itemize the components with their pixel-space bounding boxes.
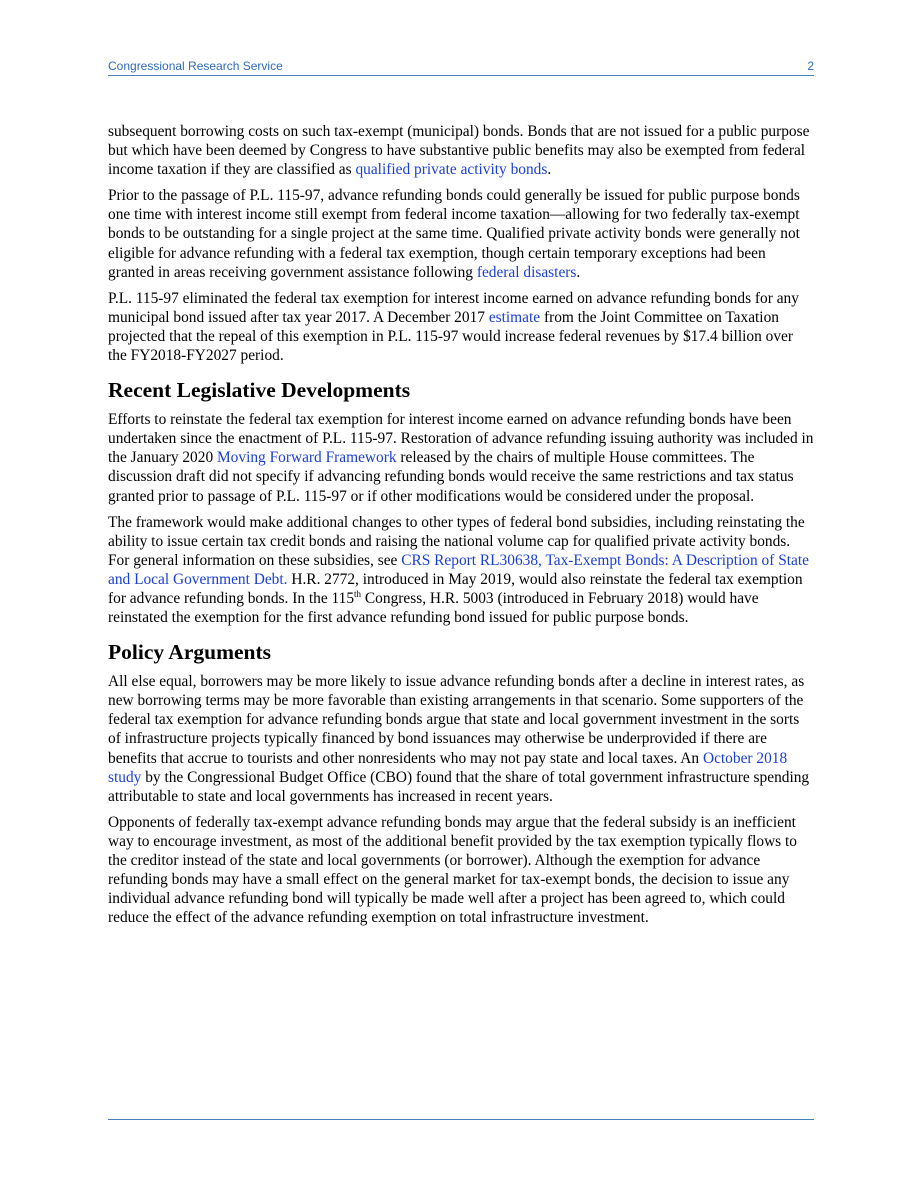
paragraph-text: P.L. 115-97 eliminated the federal tax exemption for interest income earned on advance refunding bonds for any municipal bond issued after tax year 2017. A December 2017 [108, 289, 799, 326]
link-federal-disasters[interactable]: federal disasters [476, 263, 577, 281]
paragraph-1 [108, 122, 814, 179]
paragraph-3 [108, 289, 814, 365]
paragraph-text: released by the chairs of multiple House committees. The discussion draft did not specify if advancing refunding bonds would receive the same restrictions and tax status granted prior to passage of P.L. 115-97 or if other modifications would be considered under the proposal. [108, 449, 794, 505]
heading-recent-legislative-developments: Recent Legislative Developments [108, 378, 411, 403]
footer-divider [108, 1119, 814, 1120]
paragraph-text: Congress, H.R. 5003 (introduced in February 2018) would have reinstated the exemption for the first advance refunding bond issued for public purpose bonds. [108, 589, 759, 627]
paragraph-text: from the Joint Committee on Taxation projected that the repeal of this exemption in P.L. 115-97 would increase federal revenues by $17.4 billion over the FY2018-FY2027 period. [108, 308, 793, 365]
link-october-2018-study[interactable]: October 2018 study [108, 749, 788, 786]
paragraph-text: Prior to the passage of P.L. 115-97, advance refunding bonds could generally be issued for public purpose bonds one time with interest income still exempt from federal income taxation—allowing for two federally tax-exempt bonds to be outstanding for a single project at the same time. Qualified private activity bonds were generally not eligible for advance refunding with a federal tax exemption, though certain temporary exceptions had been granted in areas receiving government assistance following [108, 187, 800, 281]
paragraph-5 [108, 513, 814, 628]
paragraph-7 [108, 813, 814, 928]
paragraph-text: H.R. 2772, introduced in May 2019, would also reinstate the federal tax exemption for advance refunding bonds. In the 115 [108, 570, 803, 607]
page-number: 2 [807, 59, 814, 73]
link-crs-report-rl30638[interactable]: CRS Report RL30638, Tax-Exempt Bonds: A Description of State and Local Government Debt. [108, 551, 809, 588]
paragraph-text: subsequent borrowing costs on such tax-exempt (municipal) bonds. Bonds that are not issued for a public purpose but which have been deemed by Congress to have substantive public benefits may also be exempted from federal income taxation if they are classified as [108, 123, 810, 179]
paragraph-text: . [576, 263, 581, 281]
paragraph-text: . [547, 161, 552, 179]
paragraph-text: All else equal, borrowers may be more likely to issue advance refunding bonds after a decline in interest rates, as new borrowing terms may be more favorable than existing arrangements in that scenario. Some supporters of the federal tax exemption for advance refunding bonds argue that state and local government investment in the sorts of infrastructure projects typically financed by bond issuances may otherwise be underprovided if there are benefits that accrue to tourists and other nonresidents who may not pay state and local taxes. An [108, 673, 805, 767]
paragraph-6 [108, 672, 814, 806]
header-organization: Congressional Research Service [108, 59, 283, 73]
superscript-th: th [354, 588, 362, 599]
document-body [108, 122, 814, 934]
paragraph-text: Efforts to reinstate the federal tax exemption for interest income earned on advance refunding bonds have been undertaken since the enactment of P.L. 115-97. Restoration of advance refunding issuing authority was included in the January 2020 [108, 411, 814, 467]
paragraph-text: Opponents of federally tax-exempt advance refunding bonds may argue that the federal subsidy is an inefficient way to encourage investment, as most of the additional benefit provided by the tax exemption typically flows to the creditor instead of the state and local governments (or borrower). Although the exemption for advance refunding bonds may have a small effect on the general market for tax-exempt bonds, the decision to issue any individual advance refunding bond will typically be made well after a project has been agreed to, which could reduce the effect of the advance refunding exemption on total infrastructure investment. [108, 813, 797, 927]
heading-policy-arguments: Policy Arguments [108, 640, 272, 665]
paragraph-text: by the Congressional Budget Office (CBO) found that the share of total government infrastructure spending attributable to state and local governments has increased in recent years. [108, 768, 810, 805]
page-header [108, 58, 814, 76]
paragraph-4 [108, 410, 814, 505]
link-qualified-private-activity-bonds[interactable]: qualified private activity bonds [355, 161, 548, 179]
paragraph-text: The framework would make additional changes to other types of federal bond subsidies, including reinstating the ability to issue certain tax credit bonds and raising the national volume cap for qualified private activity bonds. For general information on these subsidies, see [108, 513, 805, 569]
paragraph-2 [108, 186, 814, 281]
link-moving-forward-framework[interactable]: Moving Forward Framework [217, 449, 397, 467]
link-estimate[interactable]: estimate [488, 308, 541, 326]
